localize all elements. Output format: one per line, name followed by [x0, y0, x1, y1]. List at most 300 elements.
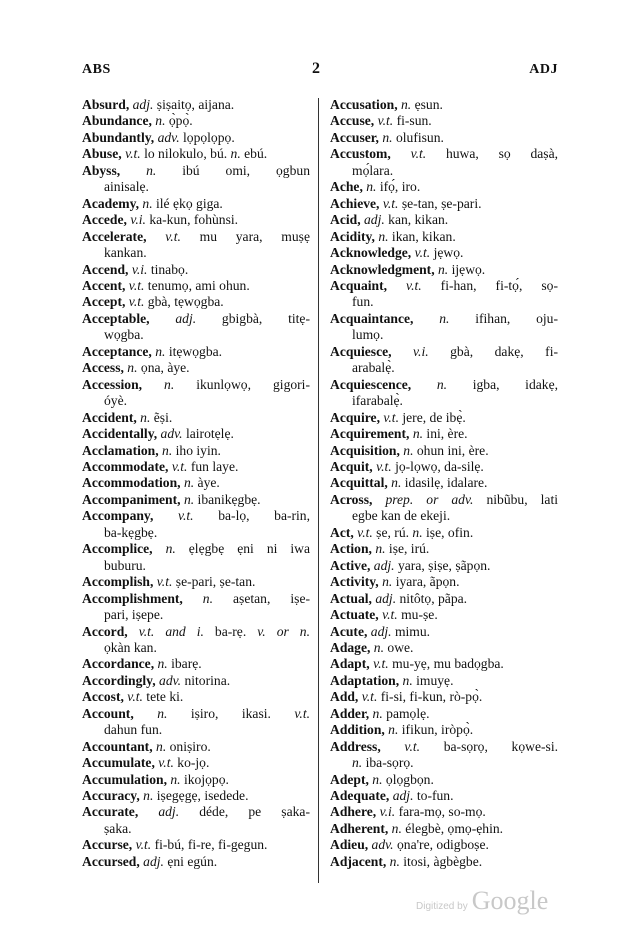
dictionary-entry — [82, 410, 310, 426]
headword: Acquiescence, — [330, 376, 412, 392]
definition-text: ikan, kikan. — [388, 228, 456, 244]
entry-continuation-line — [82, 179, 310, 195]
entry-continuation-line — [330, 360, 558, 376]
part-of-speech: v.t. — [358, 689, 378, 705]
part-of-speech: n. — [154, 656, 168, 672]
watermark-brand: Google — [471, 886, 549, 915]
entry-first-line — [82, 426, 310, 442]
part-of-speech: n. — [136, 409, 151, 425]
part-of-speech: v.t. — [378, 607, 398, 623]
headword: Accomplishment, — [82, 590, 183, 606]
part-of-speech: n. — [434, 261, 449, 277]
definition-text: idasilẹ, idalare. — [401, 475, 488, 491]
running-head-last-word: ADJ — [529, 62, 558, 77]
dictionary-entry — [330, 574, 558, 590]
dictionary-entry — [82, 755, 310, 771]
entry-first-line — [82, 624, 310, 640]
entry-first-line — [82, 212, 310, 228]
headword: Accordingly, — [82, 672, 156, 688]
part-of-speech: n. — [374, 228, 389, 244]
definition-text: jọ-lọwọ, da-silẹ. — [391, 458, 484, 474]
dictionary-entry — [82, 163, 310, 196]
entry-first-line — [82, 410, 310, 426]
dictionary-entry — [82, 541, 310, 574]
entry-first-line — [330, 475, 558, 491]
headword: Adept, — [330, 771, 369, 787]
dictionary-entry — [330, 640, 558, 656]
definition-text: ẹni egún. — [163, 853, 218, 869]
entry-first-line — [82, 656, 310, 672]
definition-text: arabalẹ̀. — [352, 360, 395, 376]
dictionary-entry — [82, 426, 310, 442]
part-of-speech: n. — [151, 113, 166, 129]
dictionary-entry — [330, 130, 558, 146]
headword: Acquisition, — [330, 442, 400, 458]
headword: Acquire, — [330, 409, 380, 425]
part-of-speech: adj. — [389, 788, 414, 804]
part-of-speech: n. — [387, 475, 402, 491]
dictionary-entry — [82, 624, 310, 657]
part-of-speech: n. — [413, 310, 450, 326]
definition-text: ẽṣi. — [150, 409, 173, 425]
entry-first-line — [82, 311, 310, 327]
dictionary-entry — [82, 772, 310, 788]
headword: Accent, — [82, 277, 126, 293]
part-of-speech: v.t. — [125, 294, 145, 310]
headword: Adjacent, — [330, 853, 387, 869]
dictionary-entry — [82, 574, 310, 590]
entry-first-line — [82, 113, 310, 129]
dictionary-entry — [82, 854, 310, 870]
entry-first-line — [330, 673, 558, 689]
dictionary-entry — [82, 344, 310, 360]
entry-first-line — [330, 229, 558, 245]
definition-text: ṣaka. — [104, 820, 132, 836]
entry-continuation-line — [82, 821, 310, 837]
definition-text: gbigbà, titẹ- — [196, 310, 310, 326]
definition-text: ifarabalẹ̀. — [352, 393, 403, 409]
dictionary-entry — [82, 673, 310, 689]
headword: Acclamation, — [82, 442, 159, 458]
part-of-speech: n. — [230, 146, 241, 162]
part-of-speech: v.i. — [126, 212, 146, 228]
definition-text: fi-han, fi-tọ́, sọ- — [421, 277, 558, 293]
entry-first-line — [82, 459, 310, 475]
definition-text: ẹsun. — [411, 97, 443, 112]
headword: Accommodate, — [82, 458, 169, 474]
headword: Accursed, — [82, 853, 140, 869]
headword: Adapt, — [330, 656, 370, 672]
definition-text: ibú omi, ọgbun — [156, 162, 310, 178]
entry-first-line — [330, 656, 558, 672]
headword: Adieu, — [330, 837, 369, 853]
part-of-speech: adj. — [149, 310, 197, 326]
entry-first-line — [82, 854, 310, 870]
part-of-speech: v.i. — [391, 343, 429, 359]
part-of-speech: n. — [409, 426, 424, 442]
part-of-speech: adv. — [368, 837, 394, 853]
entry-first-line — [82, 788, 310, 804]
entry-first-line — [82, 146, 310, 162]
headword: Accomplish, — [82, 574, 154, 590]
dictionary-entry — [330, 196, 558, 212]
definition-text: ba-sọrọ, kọwe-si. — [420, 738, 558, 754]
entry-first-line — [82, 739, 310, 755]
dictionary-entry — [330, 706, 558, 722]
headword: Act, — [330, 524, 354, 540]
part-of-speech: v.t. — [168, 458, 188, 474]
watermark-prefix: Digitized by — [416, 901, 468, 912]
part-of-speech: n. — [123, 360, 138, 376]
definition-text: ọkàn kan. — [104, 639, 157, 655]
definition-text: ọ̀pọ̀. — [165, 113, 193, 129]
definition-text: ibanikẹgbẹ. — [194, 491, 261, 507]
definition-text: lo nilokulo, bú. — [140, 146, 231, 162]
part-of-speech: n. — [180, 475, 195, 491]
definition-text: huwa, sọ daṣà, — [426, 146, 558, 162]
headword: Acceptance, — [82, 343, 152, 359]
part-of-speech: n. — [378, 574, 393, 590]
entry-first-line — [82, 344, 310, 360]
headword: Acquit, — [330, 458, 373, 474]
part-of-speech: n. — [384, 722, 399, 738]
dictionary-entry — [330, 443, 558, 459]
definition-text: ba-kẹgbẹ. — [104, 524, 158, 540]
part-of-speech: n. — [352, 755, 363, 771]
dictionary-entry — [82, 689, 310, 705]
headword: Acid, — [330, 212, 361, 228]
definition-text: ifikun, iròpọ̀. — [398, 722, 474, 738]
part-of-speech: v.t. — [132, 837, 152, 853]
dictionary-entry — [330, 262, 558, 278]
entry-first-line — [330, 788, 558, 804]
dictionary-entry — [82, 804, 310, 837]
entry-first-line — [330, 854, 558, 870]
headword: Abuse, — [82, 146, 122, 162]
entry-first-line — [330, 245, 558, 261]
dictionary-entry — [330, 410, 558, 426]
part-of-speech: adv. — [157, 426, 183, 442]
definition-text: nitorina. — [181, 672, 231, 688]
definition-text: to-fun. — [413, 788, 454, 804]
entry-first-line — [330, 739, 558, 755]
dictionary-entry — [82, 443, 310, 459]
dictionary-entry — [330, 739, 558, 772]
dictionary-entry — [330, 607, 558, 623]
definition-text: iyara, ãpọn. — [392, 574, 460, 590]
part-of-speech: adj. — [138, 804, 180, 820]
dictionary-entry — [82, 294, 310, 310]
headword: Adage, — [330, 639, 371, 655]
definition-text: gbà, dakẹ, fi- — [428, 343, 558, 359]
page-number: 2 — [312, 60, 321, 77]
definition-text: ini, ère. — [423, 426, 468, 442]
entry-continuation-line — [330, 327, 558, 343]
entry-first-line — [82, 294, 310, 310]
part-of-speech: n. — [133, 705, 168, 721]
dictionary-entry — [82, 212, 310, 228]
entry-first-line — [330, 426, 558, 442]
definition-text: nitôtọ, pãpa. — [396, 590, 468, 606]
definition-text: iba-sọrọ. — [362, 755, 414, 771]
definition-text: mimu. — [391, 623, 431, 639]
dictionary-entry — [330, 804, 558, 820]
headword: Add, — [330, 689, 359, 705]
headword: Accordance, — [82, 656, 155, 672]
entry-first-line — [330, 344, 558, 360]
dictionary-entry — [330, 459, 558, 475]
part-of-speech: n. — [166, 771, 181, 787]
definition-text: jere, de ibẹ̀. — [398, 409, 466, 425]
entry-first-line — [82, 673, 310, 689]
definition-text: aṣetan, iṣe- — [213, 590, 311, 606]
headword: Accustom, — [330, 146, 391, 162]
part-of-speech: n. — [152, 738, 167, 754]
dictionary-entry — [330, 344, 558, 377]
part-of-speech: v.t. — [125, 277, 145, 293]
dictionary-entry — [82, 262, 310, 278]
headword: Accuse, — [330, 113, 375, 129]
part-of-speech: n. — [378, 129, 393, 145]
part-of-speech: adj. — [367, 623, 392, 639]
entry-first-line — [82, 443, 310, 459]
definition-text: mu-ṣe. — [397, 607, 438, 623]
headword: Adequate, — [330, 788, 390, 804]
headword: Accurate, — [82, 804, 139, 820]
headword: Accountant, — [82, 738, 153, 754]
dictionary-entry — [82, 459, 310, 475]
part-of-speech: v.t. — [374, 113, 394, 129]
entry-first-line — [330, 706, 558, 722]
dictionary-entry — [330, 837, 558, 853]
dictionary-column-right — [330, 97, 558, 870]
entry-first-line — [330, 541, 558, 557]
dictionary-entry — [330, 558, 558, 574]
headword: Accumulation, — [82, 771, 167, 787]
headword: Access, — [82, 360, 124, 376]
dictionary-column-left — [82, 97, 310, 870]
definition-text: élegbè, ọmọ-ẹhin. — [401, 820, 504, 836]
dictionary-entry — [330, 656, 558, 672]
entry-first-line — [82, 262, 310, 278]
dictionary-entry — [330, 624, 558, 640]
part-of-speech: v.t. — [390, 146, 427, 162]
part-of-speech: v.t. — [369, 656, 389, 672]
entry-continuation-line — [82, 722, 310, 738]
definition-text: ẹlẹgbẹ ẹni ni iwa — [175, 541, 311, 557]
headword: Accident, — [82, 409, 137, 425]
part-of-speech: v.t. and i. — [127, 623, 204, 639]
headword: Across, — [330, 491, 373, 507]
definition-text: pamọlẹ. — [382, 705, 430, 721]
definition-text: dahun fun. — [104, 722, 163, 738]
definition-text: mu yara, muṣẹ — [180, 228, 310, 244]
definition-text: fun. — [352, 294, 374, 310]
definition-text: mu-yẹ, mu badọgba. — [388, 656, 504, 672]
headword: Accompaniment, — [82, 491, 181, 507]
part-of-speech: n. — [411, 376, 448, 392]
dictionary-entry — [330, 821, 558, 837]
part-of-speech: prep. or adv. — [372, 491, 474, 507]
entry-first-line — [330, 130, 558, 146]
headword: Activity, — [330, 574, 379, 590]
entry-first-line — [330, 196, 558, 212]
definition-text: ọlọgbọn. — [382, 771, 434, 787]
definition-text: iṣegẹgẹ, isedede. — [153, 788, 249, 804]
dictionary-entry — [330, 673, 558, 689]
entry-first-line — [82, 360, 310, 376]
dictionary-entry — [330, 788, 558, 804]
entry-first-line — [330, 821, 558, 837]
dictionary-entry — [82, 97, 310, 113]
entry-first-line — [82, 278, 310, 294]
headword: Accidentally, — [82, 426, 158, 442]
definition-text: ikunlọwọ, gigori- — [174, 376, 310, 392]
dictionary-entry — [82, 492, 310, 508]
headword: Abundantly, — [82, 129, 155, 145]
definition-text: fun laye. — [187, 458, 239, 474]
definition-text: itẹwọgba. — [165, 343, 223, 359]
part-of-speech: n. — [388, 820, 402, 836]
definition-text: tete ki. — [142, 689, 184, 705]
headword: Action, — [330, 541, 372, 557]
part-of-speech: n. — [182, 590, 214, 606]
dictionary-entry — [82, 229, 310, 262]
definition-text: ibarẹ. — [167, 656, 202, 672]
dictionary-entry — [82, 377, 310, 410]
definition-text: ṣiṣaitọ, aijana. — [153, 97, 235, 112]
part-of-speech: n. — [386, 853, 400, 869]
entry-first-line — [330, 804, 558, 820]
entry-first-line — [82, 804, 310, 820]
headword: Acidity, — [330, 228, 375, 244]
entry-first-line — [330, 377, 558, 393]
headword: Abyss, — [82, 162, 121, 178]
dictionary-entry — [330, 772, 558, 788]
definition-text: fi-si, fi-kun, rò-pọ̀. — [377, 689, 483, 705]
dictionary-entry — [330, 722, 558, 738]
headword: Addition, — [330, 722, 385, 738]
definition-text: kan, kikan. — [384, 212, 449, 228]
entry-first-line — [82, 755, 310, 771]
part-of-speech: v.t. — [380, 738, 421, 754]
headword: Active, — [330, 557, 371, 573]
part-of-speech: adj. — [360, 212, 385, 228]
entry-first-line — [330, 459, 558, 475]
entry-continuation-line — [82, 640, 310, 656]
column-divider — [318, 98, 319, 883]
entry-first-line — [82, 196, 310, 212]
entry-first-line — [330, 772, 558, 788]
dictionary-entry — [330, 541, 558, 557]
entry-continuation-line — [82, 245, 310, 261]
headword: Account, — [82, 705, 134, 721]
dictionary-entry — [82, 311, 310, 344]
part-of-speech: v.i. — [376, 804, 396, 820]
dictionary-entry — [330, 689, 558, 705]
entry-first-line — [330, 278, 558, 294]
entry-first-line — [82, 229, 310, 245]
dictionary-entry — [330, 113, 558, 129]
headword: Accuser, — [330, 129, 379, 145]
running-head-first-word: ABS — [82, 62, 111, 77]
dictionary-entry — [82, 196, 310, 212]
entry-first-line — [330, 113, 558, 129]
entry-first-line — [82, 837, 310, 853]
dictionary-entry — [330, 97, 558, 113]
dictionary-entry — [330, 229, 558, 245]
headword: Accumulate, — [82, 755, 155, 771]
definition-text: kankan. — [104, 245, 147, 261]
definition-text: lumọ. — [352, 327, 384, 343]
headword: Absurd, — [82, 97, 130, 112]
headword: Accept, — [82, 294, 126, 310]
entry-first-line — [330, 591, 558, 607]
part-of-speech: n. — [180, 491, 195, 507]
definition-text: tenumọ, ami ohun. — [144, 277, 250, 293]
part-of-speech: n. — [370, 639, 384, 655]
headword: Achieve, — [330, 195, 380, 211]
definition-text: àye. — [194, 475, 220, 491]
headword: Acceptable, — [82, 310, 150, 326]
dictionary-entry — [82, 113, 310, 129]
definition-text: olufisun. — [392, 129, 444, 145]
entry-first-line — [330, 574, 558, 590]
part-of-speech: n. — [399, 672, 413, 688]
dictionary-entry — [82, 508, 310, 541]
part-of-speech: adj. — [371, 590, 397, 606]
headword: Accomplice, — [82, 541, 153, 557]
dictionary-entry — [82, 475, 310, 491]
headword: Ache, — [330, 179, 363, 195]
headword: Accend, — [82, 261, 129, 277]
headword: Accelerate, — [82, 228, 147, 244]
dictionary-entry — [330, 278, 558, 311]
dictionary-entry — [82, 130, 310, 146]
headword: Adhere, — [330, 804, 377, 820]
definition-text: fi-bú, fi-re, fi-gegun. — [151, 837, 268, 853]
part-of-speech: n. — [142, 376, 175, 392]
part-of-speech: n. — [371, 541, 386, 557]
part-of-speech: n. — [151, 343, 166, 359]
part-of-speech: n. — [362, 179, 377, 195]
dictionary-entry — [82, 591, 310, 624]
definition-text: ifọ́, iro. — [376, 179, 421, 195]
definition-text: oniṣiro. — [166, 738, 211, 754]
definition-text: fi-sun. — [393, 113, 432, 129]
definition-text: iṣe, ofin. — [422, 524, 474, 540]
dictionary-entry — [82, 788, 310, 804]
entry-first-line — [330, 624, 558, 640]
entry-first-line — [330, 311, 558, 327]
headword: Actuate, — [330, 607, 379, 623]
entry-first-line — [330, 689, 558, 705]
entry-continuation-line — [82, 607, 310, 623]
entry-first-line — [330, 179, 558, 195]
definition-text: ṣe-pari, ṣe-tan. — [172, 574, 256, 590]
entry-continuation-line — [330, 508, 558, 524]
entry-continuation-line — [82, 558, 310, 574]
entry-continuation-line — [330, 163, 558, 179]
entry-first-line — [330, 640, 558, 656]
definition-text: buburu. — [104, 557, 146, 573]
entry-first-line — [330, 558, 558, 574]
definition-text: tinabọ. — [147, 261, 189, 277]
definition-text: ilé ẹkọ giga. — [152, 195, 223, 211]
definition-text: gbà, tẹwọgba. — [144, 294, 224, 310]
definition-text: ijẹwọ. — [448, 261, 486, 277]
entry-first-line — [82, 541, 310, 557]
